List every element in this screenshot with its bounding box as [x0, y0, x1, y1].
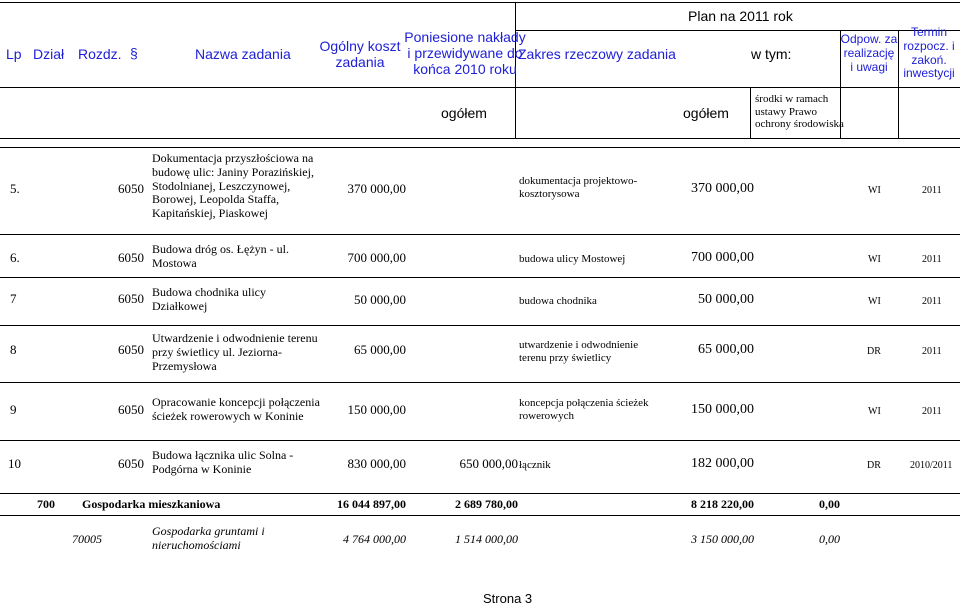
- row-termin: 2011: [922, 254, 942, 265]
- row-plan: 182 000,00: [691, 456, 754, 471]
- row-termin: 2010/2011: [910, 460, 953, 471]
- row-koszt: 700 000,00: [347, 250, 406, 265]
- row-zakres: dokumentacja projektowo- kosztorysowa: [519, 175, 638, 200]
- header-paragraph: §: [130, 45, 138, 61]
- row-plan: 65 000,00: [698, 342, 754, 357]
- summary-poniesione: 1 514 000,00: [455, 532, 518, 546]
- header-dzial: Dział: [33, 46, 65, 62]
- row-plan: 50 000,00: [698, 292, 754, 307]
- row-separator: [0, 325, 960, 326]
- row-separator: [0, 515, 960, 516]
- summary-poniesione: 2 689 780,00: [455, 497, 518, 511]
- row-termin: 2011: [922, 346, 942, 357]
- header-ogolem-koszt: ogółem: [441, 105, 487, 121]
- header-plan: Plan na 2011 rok: [688, 8, 793, 24]
- row-lp: 7: [10, 291, 17, 306]
- row-lp: 9: [10, 402, 17, 417]
- row-termin: 2011: [922, 296, 942, 307]
- plan-divider-line: [515, 30, 960, 31]
- row-separator: [0, 440, 960, 441]
- summary-srodki: 0,00: [819, 497, 840, 511]
- row-rozdz: 6050: [118, 250, 144, 265]
- summary-dzial: 700: [37, 497, 55, 511]
- row-poniesione: 650 000,00: [459, 456, 518, 471]
- header-w-tym: w tym:: [751, 46, 792, 62]
- row-zakres: budowa chodnika: [519, 295, 597, 307]
- row-separator: [0, 493, 960, 494]
- row-nazwa: Utwardzenie i odwodnienie terenu przy świetlicy ul. Jeziorna- Przemysłowa: [152, 331, 318, 373]
- row-nazwa: Opracowanie koncepcji połączenia ścieżek rowerowych w Koninie: [152, 395, 320, 423]
- row-zakres: utwardzenie i odwodnienie terenu przy świetlicy: [519, 339, 639, 364]
- header-zakres: Zakres rzeczowy zadania: [518, 46, 676, 62]
- row-zakres: koncepcja połączenia ścieżek rowerowych: [519, 397, 649, 422]
- header-ogolem-plan: ogółem: [683, 105, 729, 121]
- row-nazwa: Dokumentacja przyszłościowa na budowę ulic: Janiny Porazińskiej, Stodolnianej, Leszczynowej, Borowej, Leopolda Staffa, Kapitańskiej, Piaskowej: [152, 151, 314, 221]
- row-rozdz: 6050: [118, 181, 144, 196]
- header-bottom-line: [0, 138, 960, 139]
- row-plan: 150 000,00: [691, 402, 754, 417]
- row-rozdz: 6050: [118, 291, 144, 306]
- row-odpow: WI: [868, 296, 881, 307]
- row-odpow: WI: [868, 406, 881, 417]
- row-koszt: 370 000,00: [347, 181, 406, 196]
- row-lp: 10: [8, 456, 21, 471]
- row-odpow: WI: [868, 185, 881, 196]
- row-termin: 2011: [922, 406, 942, 417]
- row-separator: [0, 382, 960, 383]
- header-rozdz: Rozdz.: [78, 46, 122, 62]
- row-koszt: 65 000,00: [354, 342, 406, 357]
- row-plan: 370 000,00: [691, 181, 754, 196]
- header-mid-line: [0, 87, 960, 88]
- summary-plan: 3 150 000,00: [691, 532, 754, 546]
- header-termin: Termin rozpocz. i zakoń. inwestycji: [903, 25, 955, 81]
- header-srodki: środki w ramach ustawy Prawo ochrony środowiska: [755, 93, 844, 131]
- summary-rozdz: 70005: [72, 532, 102, 546]
- row-rozdz: 6050: [118, 402, 144, 417]
- row-koszt: 150 000,00: [347, 402, 406, 417]
- row-zakres: budowa ulicy Mostowej: [519, 253, 626, 265]
- summary-plan: 8 218 220,00: [691, 497, 754, 511]
- row-nazwa: Budowa chodnika ulicy Działkowej: [152, 285, 266, 313]
- row-lp: 6.: [10, 250, 20, 265]
- summary-nazwa: Gospodarka mieszkaniowa: [82, 497, 221, 511]
- row-odpow: DR: [867, 346, 881, 357]
- row-lp: 5.: [10, 181, 20, 196]
- header-odpow: Odpow. za realizację i uwagi: [840, 32, 898, 74]
- row-separator: [0, 147, 960, 148]
- row-lp: 8: [10, 342, 17, 357]
- row-nazwa: Budowa łącznika ulic Solna - Podgórna w Koninie: [152, 448, 294, 476]
- row-odpow: WI: [868, 254, 881, 265]
- row-termin: 2011: [922, 185, 942, 196]
- row-plan: 700 000,00: [691, 250, 754, 265]
- header-poniesione: Poniesione nakłady i przewidywane do końca 2010 roku: [404, 29, 526, 78]
- summary-koszt: 4 764 000,00: [343, 532, 406, 546]
- header-nazwa: Nazwa zadania: [195, 46, 291, 62]
- row-nazwa: Budowa dróg os. Łężyn - ul. Mostowa: [152, 242, 289, 270]
- row-rozdz: 6050: [118, 456, 144, 471]
- row-koszt: 830 000,00: [347, 456, 406, 471]
- row-separator: [0, 234, 960, 235]
- row-odpow: DR: [867, 460, 881, 471]
- summary-nazwa: Gospodarka gruntami i nieruchomościami: [152, 524, 265, 552]
- header-vline-wtym: [750, 87, 751, 138]
- header-lp: Lp: [6, 46, 22, 62]
- row-zakres: łącznik: [519, 459, 551, 471]
- row-separator: [0, 277, 960, 278]
- header-top-border: [0, 2, 960, 3]
- row-rozdz: 6050: [118, 342, 144, 357]
- page-number: Strona 3: [483, 591, 533, 606]
- header-ogolny-koszt: Ogólny koszt zadania: [319, 38, 401, 71]
- summary-srodki: 0,00: [819, 532, 840, 546]
- row-koszt: 50 000,00: [354, 292, 406, 307]
- summary-koszt: 16 044 897,00: [337, 497, 406, 511]
